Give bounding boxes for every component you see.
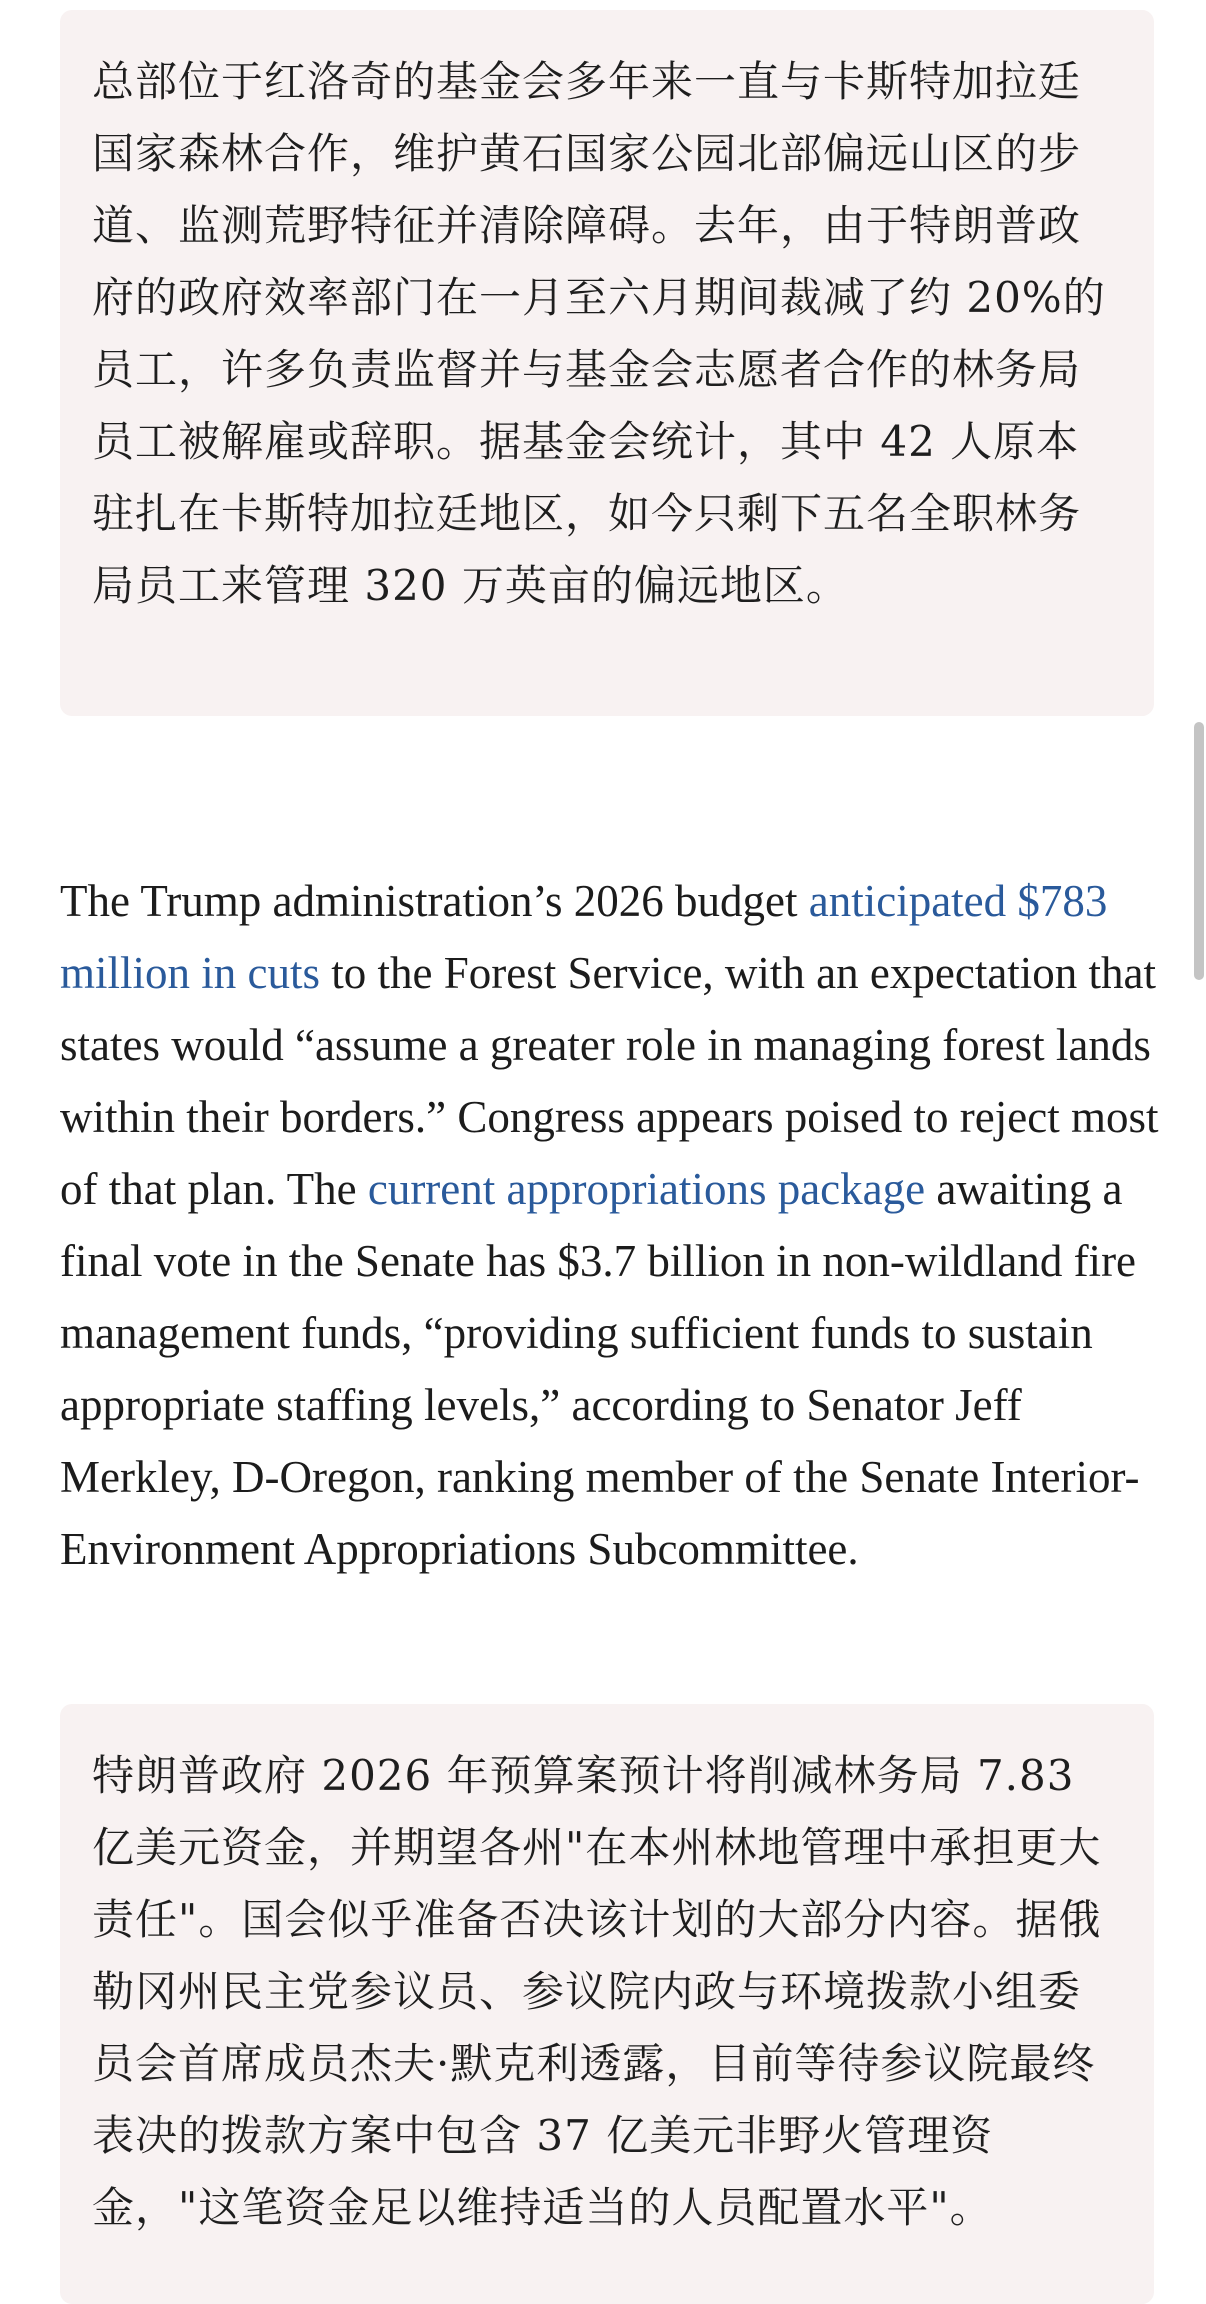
translation-text: 特朗普政府 2026 年预算案预计将削减林务局 7.83 亿美元资金，并期望各州"在本州林地管理中承担更大责任"。国会似乎准备否决该计划的大部分内容。据俄勒冈州民主党参议员、参议院内政与环境拨款小组委员会首席成员杰夫·默克利透露，目前等待参议院最终表决的拨款方案中包含 37 亿美元非野火管理资金，"这笔资金足以维持适当的人员配置水平"。 xyxy=(92,1751,1102,2232)
translation-block xyxy=(60,1704,1154,2304)
paragraph-text: The Trump administration’s 2026 budget xyxy=(60,876,809,926)
translation-block xyxy=(60,10,1154,716)
article-paragraph xyxy=(60,865,1160,1585)
paragraph-text: awaiting a final vote in the Senate has $3.7 billion in non-wildland fire management funds, “providing sufficient funds to sustain appropriate staffing levels,” according to Senator Jeff Merkley, D-Oregon, ranking member of the Senate Interior-Environment Appropriations Subcommittee. xyxy=(60,1164,1140,1574)
budget-cuts-link[interactable]: anticipated $783 million in cuts xyxy=(60,876,1108,998)
paragraph-text: to the Forest Service, with an expectation that states would “assume a greater role in managing forest lands within their borders.” Congress appears poised to reject most of that plan. The xyxy=(60,948,1159,1214)
scrollbar[interactable] xyxy=(1194,722,1204,980)
translation-text: 总部位于红洛奇的基金会多年来一直与卡斯特加拉廷国家森林合作，维护黄石国家公园北部偏远山区的步道、监测荒野特征并清除障碍。去年，由于特朗普政府的政府效率部门在一月至六月期间裁减了约 20%的员工，许多负责监督并与基金会志愿者合作的林务局员工被解雇或辞职。据基金会统计，其中 42 人原本驻扎在卡斯特加拉廷地区，如今只剩下五名全职林务局员工来管理 320 万英亩的偏远地区。 xyxy=(92,57,1106,610)
appropriations-package-link[interactable]: current appropriations package xyxy=(367,1164,926,1214)
